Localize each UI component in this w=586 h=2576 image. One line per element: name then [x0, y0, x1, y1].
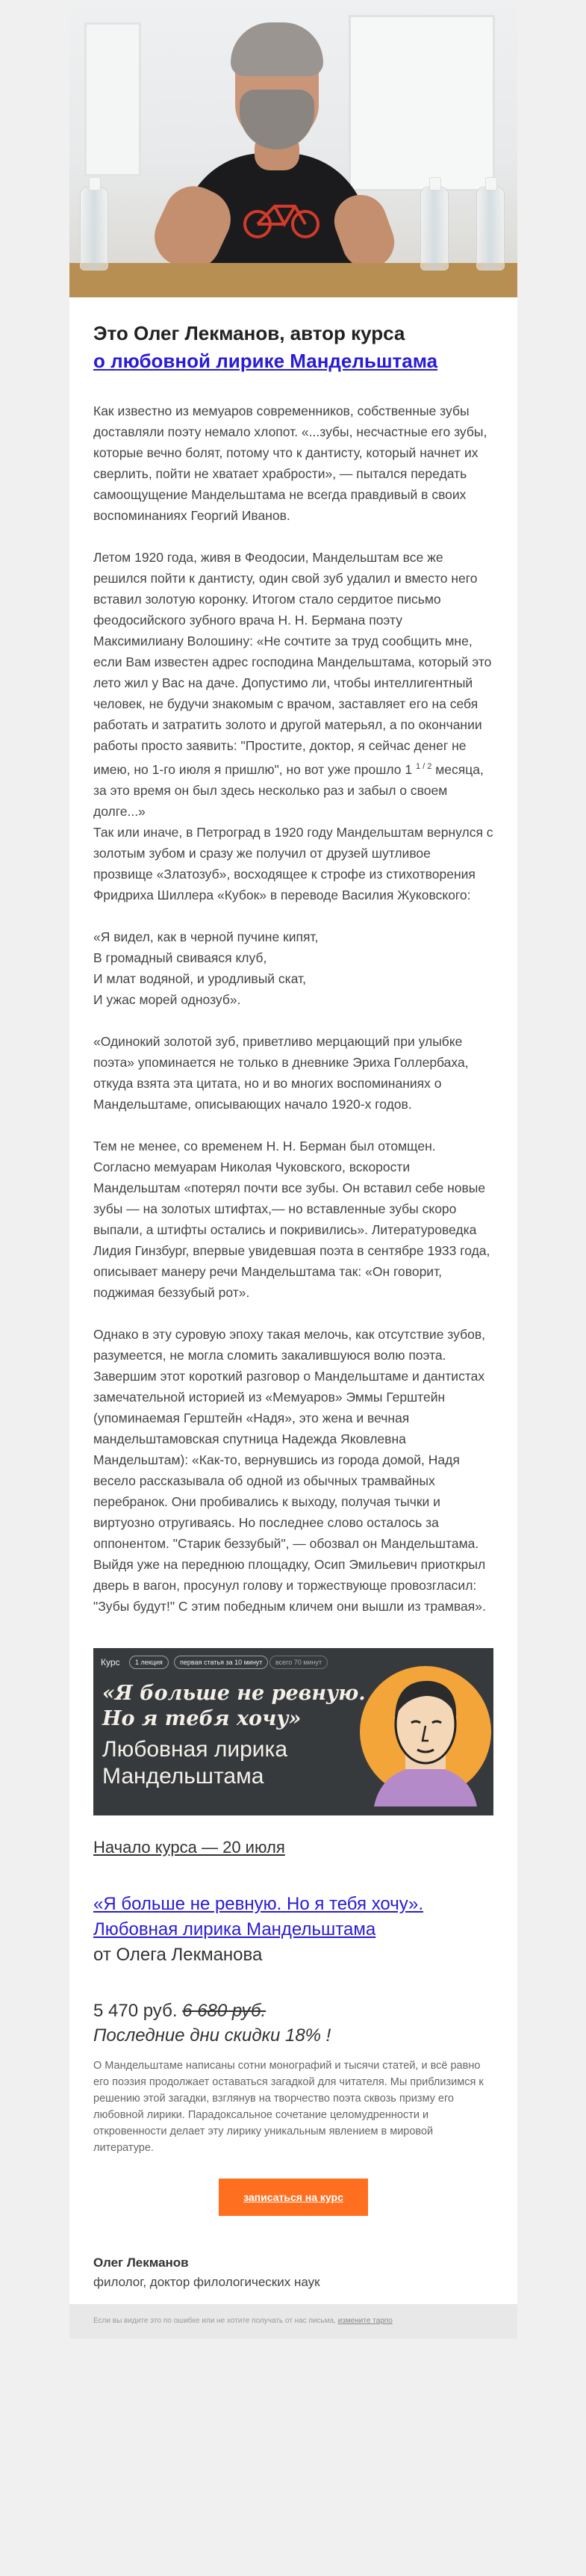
- discount-note: Последние дни скидки 18% !: [93, 2025, 331, 2046]
- bicycle-print-icon: [241, 196, 323, 241]
- article-paragraph: Как известно из мемуаров современников, собственные зубы доставляли поэту немало хлопот. «...зубы, несчастные его зубы, которые вечно болят, потому что к дантисту, который начнет их сверлить, пойти не хватает храбрости», — пытался передать самоощущение Мандельштама не всегда правдивый в своих воспоминаниях Георгий Иванов.: [93, 403, 487, 523]
- heading-line: Это Олег Лекманов, автор курса: [93, 322, 405, 344]
- course-author: от Олега Лекманова: [93, 1944, 263, 1965]
- signature-name: Олег Лекманов: [93, 2255, 189, 2270]
- poem-line: «Я видел, как в черной пучине кипят,: [93, 929, 319, 944]
- course-title: [93, 1892, 493, 1942]
- signature: [93, 2253, 493, 2304]
- article-paragraph: Однако в эту суровую эпоху такая мелочь, как отсутствие зубов, разумеется, не могла сломить закалившуюся волю поэта. Завершим этот короткий разговор о Мандельштаме и дантистах замечательной историей из «Мемуаров» Эммы Герштейн (упоминаемая Герштейн «Надя», это жена и вечная мандельштамовская спутница Надежда Яковлевна Мандельштам): «Как-то, вернувшись из города домой, Надя весело рассказывала об одной из обычных трамвайных перебранок. Они пробивались к выходу, получая тычки и виртуозно отругиваясь. Но последнее слово осталось за оппонентом. "Старик беззубый", — обозвал он Мандельштама. Выйдя уже на переднюю площадку, Осип Эмильевич приоткрыл дверь в вагон, просунул голову и торжествующе провозгласил: "Зубы будут!" С этим победным кличем они вышли из трамвая».: [93, 1326, 486, 1614]
- poem-line: И ужас морей однозуб».: [93, 991, 241, 1007]
- background-window: [84, 22, 141, 176]
- article-paragraph: [93, 547, 493, 822]
- signature-role: филолог, доктор филологических наук: [93, 2274, 320, 2289]
- course-title-link[interactable]: «Я больше не ревную. Но я тебя хочу».: [93, 1893, 424, 1914]
- article-paragraph: «Одинокий золотой зуб, приветливо мерцающий при улыбке поэта» упоминается не только в дневнике Эриха Голлербаха, откуда взята эта цитата, но и во многих воспоминаниях о Мандельштаме, описывающих начало 1920-х годов.: [93, 1033, 469, 1112]
- email-heading: [93, 320, 493, 375]
- current-price: 5 470 руб.: [93, 2000, 178, 2021]
- photo-beard: [240, 90, 314, 149]
- banner-course-label: Курс: [101, 1656, 120, 1668]
- course-link[interactable]: о любовной лирике Мандельштама: [93, 350, 438, 372]
- hero-photo: [69, 0, 517, 297]
- course-title-link[interactable]: Любовная лирика Мандельштама: [93, 1919, 376, 1939]
- fraction: 1 / 2: [415, 762, 432, 771]
- banner-pill: 1 лекция: [129, 1656, 169, 1669]
- water-bottle-icon: [476, 187, 505, 270]
- enroll-button[interactable]: записаться на курс: [219, 2179, 368, 2216]
- course-start-date: Начало курса — 20 июля: [93, 1837, 285, 1857]
- banner-subtitle: [102, 1736, 287, 1790]
- article-paragraph: Тем не менее, со временем Н. Н. Берман был отомщен. Согласно мемуарам Николая Чуковского, вскорости Мандельштам «потерял почти все зубы. Он вставил себе новые зубы — на золотых штифтах,— но вставленные зубы скоро выпали, а штифты остались и покривились». Литературоведка Лидия Гинзбург, впервые увидевшая поэта в сентябре 1933 года, описывает манеру речи Мандельштама так: «Он говорит, поджимая беззубый рот».: [93, 1138, 490, 1300]
- email-container: [69, 0, 517, 2338]
- price-block: [93, 1999, 493, 2023]
- cta-wrap: [93, 2179, 493, 2216]
- footer: [69, 2304, 517, 2338]
- photo-table: [69, 263, 517, 297]
- mandelstam-portrait-icon: [359, 1657, 492, 1806]
- banner-quote-line: Но я тебя хочу»: [102, 1706, 302, 1730]
- course-description: О Мандельштаме написаны сотни монографий и тысячи статей, и всё равно его поэзия продолжает оставаться загадкой для читателя. Мы приблизимся к решению этой загадки, взглянув на творчество поэта сквозь призму его любовной лирики. Парадоксальное сочетание целомудренности и откровенности делает эту лирику уникальным явлением в мировой литературе.: [93, 2059, 484, 2154]
- banner-quote: [102, 1681, 366, 1732]
- photo-hair: [231, 22, 323, 76]
- background-window: [349, 15, 495, 191]
- footer-link[interactable]: измените тарпо: [337, 2316, 393, 2325]
- poem-quote: [93, 926, 493, 1010]
- course-banner[interactable]: [93, 1648, 493, 1815]
- article-paragraph: Так или иначе, в Петроград в 1920 году Мандельштам вернулся с золотым зубом и сразу же получил от друзей шутливое прозвище «Златозуб», восходящее к строфе из стихотворения Фридриха Шиллера «Кубок» в переводе Василия Жуковского:: [93, 824, 493, 902]
- paragraph-text: месяца, за это время он был здесь несколько раз и забыл о своем долге...»: [93, 761, 484, 819]
- banner-subtitle-line: Мандельштама: [102, 1763, 264, 1789]
- banner-quote-line: «Я больше не ревную.: [102, 1681, 366, 1705]
- old-price: 6 680 руб.: [182, 2000, 266, 2021]
- poem-line: И млат водяной, и уродливый скат,: [93, 970, 306, 986]
- banner-pill: первая статья за 10 минут: [174, 1656, 268, 1669]
- poem-line: В громадный свиваяся клуб,: [93, 950, 267, 965]
- water-bottle-icon: [80, 187, 108, 270]
- paragraph-text: Летом 1920 года, живя в Феодосии, Мандельштам все же решился пойти к дантисту, один свой зуб удалил и вместо него вставил золотую коронку. Итогом стало сердитое письмо феодосийского зубного врача Н. Н. Бермана поэту Максимилиану Волошину: «Не сочтите за труд сообщить мне, если Вам известен адрес господина Мандельштама, который это лето жил у Вас на даче. Допустимо ли, чтобы интеллигентный человек, не будучи знакомым с врачом, заставляет его на себя работать и затратить золото и другой матерьял, а по окончании работы просто заявить: "Простите, доктор, я сейчас денег не имею, но 1-го июля я пришлю", но вот уже прошло 1: [93, 550, 492, 777]
- footer-text: Если вы видите это по ошибке или не хотите получать от нас письма,: [93, 2316, 336, 2325]
- banner-pill: всего 70 минут: [269, 1656, 328, 1669]
- water-bottle-icon: [420, 187, 449, 270]
- banner-subtitle-line: Любовная лирика: [102, 1736, 287, 1762]
